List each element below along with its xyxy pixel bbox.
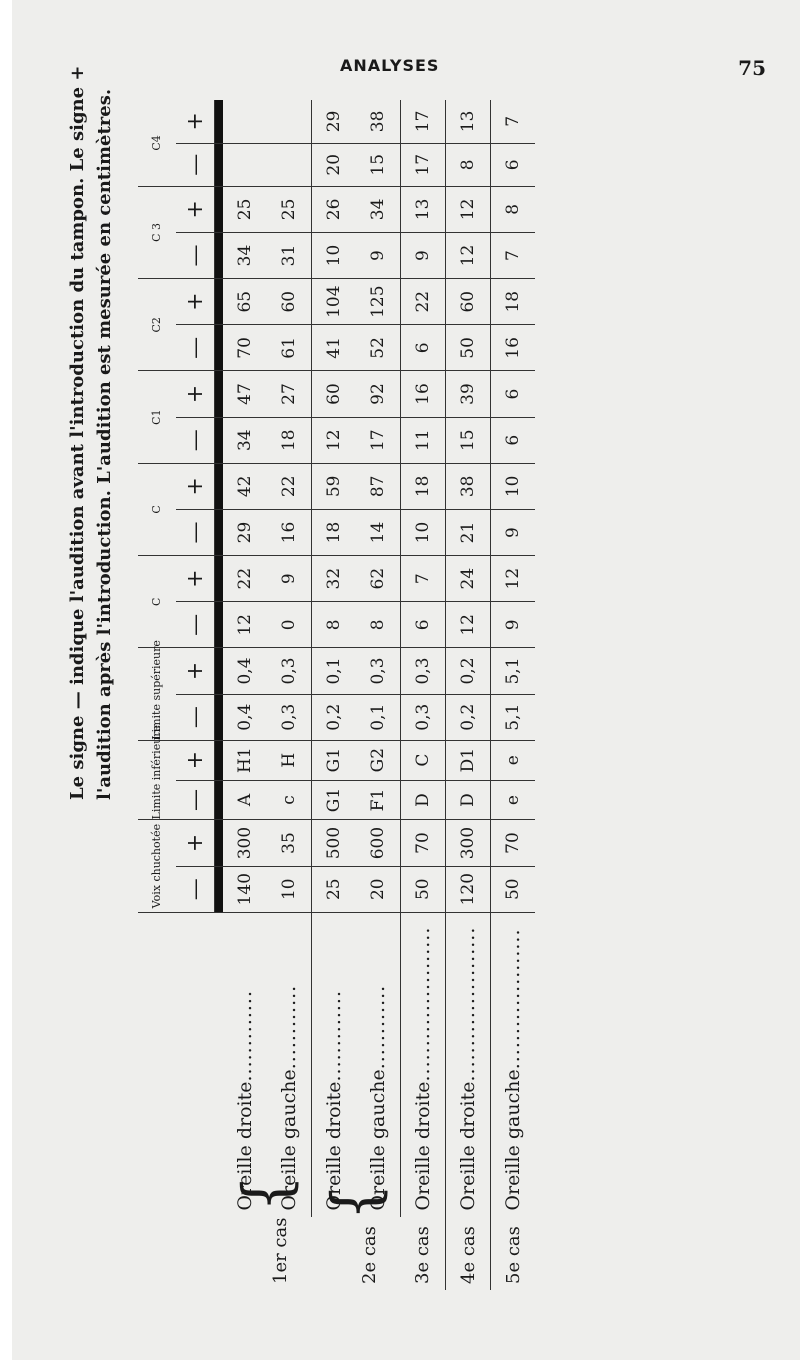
table-cell: 50 — [491, 866, 536, 912]
table-cell: 500 — [312, 820, 357, 866]
table-caption — [64, 65, 118, 800]
case-label: 4e cas — [457, 1226, 479, 1284]
table-cell: 17 — [356, 417, 401, 463]
ear-label: Oreille droite — [412, 1081, 434, 1211]
table-cell: 7 — [491, 232, 536, 278]
table-cell: 13 — [446, 100, 491, 143]
table-cell: 60 — [267, 279, 312, 325]
table-cell: 9 — [491, 602, 536, 648]
table-cell: 0,4 — [223, 694, 267, 740]
table-cell: 12 — [446, 232, 491, 278]
table-cell: 5,1 — [491, 648, 536, 694]
table-cell: 0,2 — [446, 694, 491, 740]
table-cell: D1 — [446, 740, 491, 780]
table-cell: 5,1 — [491, 694, 536, 740]
table-cell: 25 — [267, 186, 312, 232]
case-label: 5e cas — [502, 1226, 524, 1284]
table-cell: 125 — [356, 279, 401, 325]
group-header: Voix chuchotée — [138, 820, 176, 912]
table-cell: 6 — [491, 143, 536, 186]
table-cell: 0,3 — [267, 694, 312, 740]
ear-label: Oreille gauche — [278, 1069, 300, 1211]
table-cell: D — [446, 780, 491, 820]
table-cell: 600 — [356, 820, 401, 866]
leader-dots: ............. — [323, 989, 345, 1082]
table-cell: 18 — [312, 509, 357, 555]
minus-sign: — — [176, 694, 215, 740]
table-cell: e — [491, 780, 536, 820]
group-header: C — [138, 463, 176, 555]
table-cell: 60 — [312, 371, 357, 417]
leader-dots: ............ — [278, 984, 300, 1070]
table-cell: 16 — [401, 371, 446, 417]
plus-sign: + — [176, 100, 215, 143]
table-cell: 17 — [401, 100, 446, 143]
table-cell: 26 — [312, 186, 357, 232]
table-cell: 25 — [312, 866, 357, 912]
table-cell: 14 — [356, 509, 401, 555]
table-cell: 140 — [223, 866, 267, 912]
leader-dots: ...................... — [457, 926, 479, 1082]
minus-sign: — — [176, 866, 215, 912]
table-cell: D — [401, 780, 446, 820]
table-cell: 120 — [446, 866, 491, 912]
sign-header-row — [176, 100, 215, 1290]
table-cell: 70 — [491, 820, 536, 866]
caption-line-2: l'audition après l'introduction. L'audition est mesurée en centimètres. — [94, 88, 115, 800]
table-cell: 10 — [401, 509, 446, 555]
plus-sign: + — [176, 740, 215, 780]
group-header: Limite inférieure — [138, 740, 176, 820]
table-cell: 41 — [312, 325, 357, 371]
table-cell: 16 — [267, 509, 312, 555]
running-title: ANALYSES — [340, 56, 440, 75]
minus-sign: — — [176, 602, 215, 648]
table-cell: 17 — [401, 143, 446, 186]
table-cell: 47 — [223, 371, 267, 417]
table-cell: 25 — [223, 186, 267, 232]
table-cell: 6 — [401, 602, 446, 648]
table-cell: 10 — [267, 866, 312, 912]
table-row — [223, 100, 267, 1290]
minus-sign: — — [176, 232, 215, 278]
minus-sign: — — [176, 143, 215, 186]
table-cell: A — [223, 780, 267, 820]
table-cell: G1 — [312, 740, 357, 780]
minus-sign: — — [176, 509, 215, 555]
header-rule — [215, 100, 224, 1290]
minus-sign: — — [176, 417, 215, 463]
caption-line-1: Le signe — indique l'audition avant l'introduction du tampon. Le signe + — [67, 65, 88, 800]
table-cell: 62 — [356, 556, 401, 602]
table-cell: 104 — [312, 279, 357, 325]
table-cell: 12 — [446, 602, 491, 648]
table-cell: 7 — [491, 100, 536, 143]
table-cell: 8 — [356, 602, 401, 648]
group-header: C4 — [138, 100, 176, 186]
audition-table — [138, 100, 535, 1290]
table-cell: 50 — [446, 325, 491, 371]
table-cell: 20 — [312, 143, 357, 186]
table-cell: 22 — [267, 463, 312, 509]
case-label: 2e cas — [358, 1226, 380, 1284]
table-cell: 38 — [446, 463, 491, 509]
table-cell: e — [491, 740, 536, 780]
group-header-row — [138, 100, 176, 1290]
group-header: C1 — [138, 371, 176, 463]
plus-sign: + — [176, 371, 215, 417]
leader-dots: ...................... — [412, 926, 434, 1082]
table-cell: G2 — [356, 740, 401, 780]
table-cell: 0,1 — [356, 694, 401, 740]
leader-dots: ............ — [367, 984, 389, 1070]
group-header: Limite supérieure — [138, 648, 176, 740]
table-cell: 42 — [223, 463, 267, 509]
brace-glyph: { — [317, 1183, 392, 1221]
table-cell: 34 — [223, 232, 267, 278]
group-header: C — [138, 556, 176, 648]
brace-glyph: { — [228, 1174, 304, 1212]
table-cell: 12 — [446, 186, 491, 232]
ear-label: Oreille droite — [457, 1081, 479, 1211]
ear-label: Oreille gauche — [367, 1069, 389, 1211]
page-margin — [0, 0, 12, 1360]
table-cell: 300 — [223, 820, 267, 866]
table-row — [401, 100, 446, 1290]
table-cell — [223, 143, 267, 186]
table-cell — [267, 143, 312, 186]
table-cell: 61 — [267, 325, 312, 371]
table-cell: 12 — [312, 417, 357, 463]
table-cell: H1 — [223, 740, 267, 780]
table-cell: 0,4 — [223, 648, 267, 694]
table-cell: 0,2 — [312, 694, 357, 740]
table-cell: 15 — [446, 417, 491, 463]
table-cell: 6 — [491, 371, 536, 417]
table-cell: 12 — [223, 602, 267, 648]
plus-sign: + — [176, 463, 215, 509]
table-cell: 24 — [446, 556, 491, 602]
table-cell: 18 — [267, 417, 312, 463]
table-cell: C — [401, 740, 446, 780]
table-cell: 8 — [491, 186, 536, 232]
table-cell: 22 — [223, 556, 267, 602]
table-cell: 0,3 — [267, 648, 312, 694]
table-cell — [223, 100, 267, 143]
table-row — [446, 100, 491, 1290]
plus-sign: + — [176, 556, 215, 602]
leader-dots: .................... — [502, 928, 524, 1070]
table-cell: 6 — [491, 417, 536, 463]
plus-sign: + — [176, 186, 215, 232]
table-cell: 0,3 — [356, 648, 401, 694]
ear-label: Oreille droite — [323, 1081, 345, 1211]
table-cell: 34 — [223, 417, 267, 463]
table-cell: G1 — [312, 780, 357, 820]
table-cell: 65 — [223, 279, 267, 325]
table-row — [356, 100, 401, 1290]
table-cell: 0,2 — [446, 648, 491, 694]
table-cell: 87 — [356, 463, 401, 509]
table-cell: 29 — [223, 509, 267, 555]
table-cell: F1 — [356, 780, 401, 820]
table-cell: 60 — [446, 279, 491, 325]
table-cell: c — [267, 780, 312, 820]
group-header: C 3 — [138, 186, 176, 278]
ear-label: Oreille droite — [234, 1081, 256, 1211]
table-cell: 9 — [491, 509, 536, 555]
table-cell: 8 — [312, 602, 357, 648]
table-cell: H — [267, 740, 312, 780]
case-label: 1er cas — [269, 1217, 291, 1284]
table-cell: 9 — [267, 556, 312, 602]
table-cell: 52 — [356, 325, 401, 371]
table-row — [267, 100, 312, 1290]
table-cell: 21 — [446, 509, 491, 555]
table-row — [491, 100, 536, 1290]
table-cell: 70 — [223, 325, 267, 371]
table-cell: 7 — [401, 556, 446, 602]
table-cell: 10 — [491, 463, 536, 509]
table-cell: 70 — [401, 820, 446, 866]
minus-sign: — — [176, 325, 215, 371]
table-cell: 38 — [356, 100, 401, 143]
leader-dots: ............. — [234, 989, 256, 1082]
plus-sign: + — [176, 279, 215, 325]
table-cell: 35 — [267, 820, 312, 866]
table-cell: 9 — [356, 232, 401, 278]
table-cell: 50 — [401, 866, 446, 912]
minus-sign: — — [176, 780, 215, 820]
table-cell: 9 — [401, 232, 446, 278]
table-cell: 31 — [267, 232, 312, 278]
table-cell: 11 — [401, 417, 446, 463]
table-cell: 13 — [401, 186, 446, 232]
table-cell: 0,3 — [401, 694, 446, 740]
table-cell: 8 — [446, 143, 491, 186]
table-cell: 92 — [356, 371, 401, 417]
table-cell: 0 — [267, 602, 312, 648]
table-cell: 0,3 — [401, 648, 446, 694]
table-cell: 16 — [491, 325, 536, 371]
table-cell: 22 — [401, 279, 446, 325]
page-number: 75 — [738, 56, 766, 80]
running-head — [0, 56, 800, 80]
plus-sign: + — [176, 648, 215, 694]
group-header: C2 — [138, 279, 176, 371]
table-cell: 10 — [312, 232, 357, 278]
table-cell: 34 — [356, 186, 401, 232]
table-cell: 32 — [312, 556, 357, 602]
plus-sign: + — [176, 820, 215, 866]
table-row — [312, 100, 357, 1290]
table-cell: 20 — [356, 866, 401, 912]
table-cell: 39 — [446, 371, 491, 417]
table-cell: 12 — [491, 556, 536, 602]
table-cell: 15 — [356, 143, 401, 186]
table-cell: 18 — [401, 463, 446, 509]
table-cell: 18 — [491, 279, 536, 325]
table-cell: 6 — [401, 325, 446, 371]
table-cell: 59 — [312, 463, 357, 509]
table-cell: 29 — [312, 100, 357, 143]
case-label: 3e cas — [412, 1226, 434, 1284]
table-cell: 0,1 — [312, 648, 357, 694]
table-cell — [267, 100, 312, 143]
ear-label: Oreille gauche — [502, 1069, 524, 1211]
table-cell: 300 — [446, 820, 491, 866]
table-cell: 27 — [267, 371, 312, 417]
table-body — [223, 100, 535, 1290]
